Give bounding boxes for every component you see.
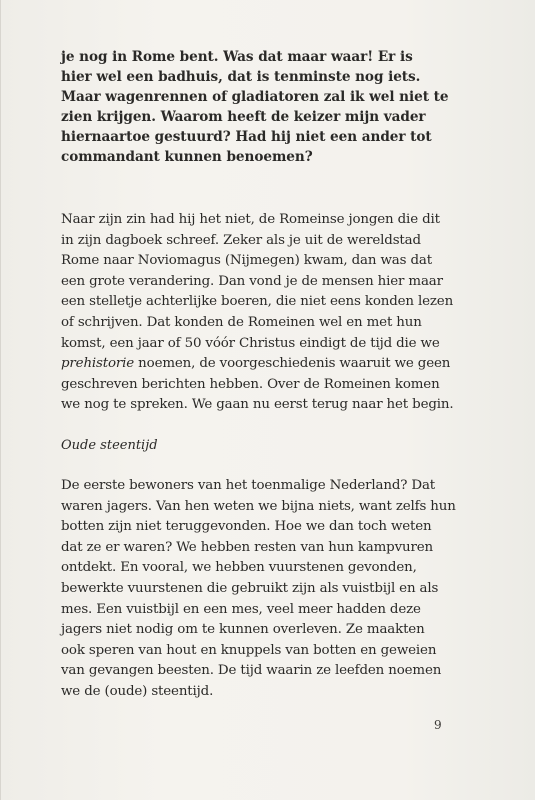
paragraph-line: ontdekt. En vooral, we hebben vuurstenen gevonden,	[61, 560, 417, 576]
paragraph-line: in zijn dagboek schreef. Zeker als je uit de wereldstad	[61, 232, 421, 248]
quote-line: hiernaartoe gestuurd? Had hij niet een ander tot	[61, 129, 432, 145]
paragraph-line: dat ze er waren? We hebben resten van hun kampvuren	[61, 539, 433, 555]
paragraph-line: geschreven berichten hebben. Over de Romeinen komen	[61, 376, 440, 392]
paragraph-line: een grote verandering. Dan vond je de mensen hier maar	[61, 273, 443, 289]
quote-line: commandant kunnen benoemen?	[61, 149, 313, 165]
paragraph-line: ook speren van hout en knuppels van botten en geweien	[61, 642, 437, 658]
quote-line: zien krijgen. Waarom heeft de keizer mijn vader	[61, 109, 426, 125]
paragraph-line: we de (oude) steentijd.	[61, 683, 214, 699]
quote-line: Maar wagenrennen of gladiatoren zal ik wel niet te	[61, 89, 449, 105]
page-number: 9	[434, 718, 442, 732]
paragraph-line: we nog te spreken. We gaan nu eerst terug naar het begin.	[61, 397, 454, 413]
paragraph-line: bewerkte vuurstenen die gebruikt zijn als vuistbijl en als	[61, 580, 439, 596]
paragraph-line: of schrijven. Dat konden de Romeinen wel en met hun	[61, 314, 422, 330]
paragraph-line: Rome naar Noviomagus (Nijmegen) kwam, dan was dat	[61, 253, 432, 269]
paragraph-line-rest: noemen, de voorgeschiedenis waaruit we geen	[134, 356, 451, 372]
paragraph-line: een stelletje achterlijke boeren, die niet eens konden lezen	[61, 294, 454, 310]
section-heading: Oude steentijd	[61, 438, 158, 453]
quote-line: hier wel een badhuis, dat is tenminste nog iets.	[61, 69, 421, 85]
paragraph-line: komst, een jaar of 50 vóór Christus eindigt de tijd die we	[61, 335, 440, 351]
paragraph-line: van gevangen beesten. De tijd waarin ze leefden noemen	[61, 663, 442, 679]
paragraph-line	[61, 354, 491, 375]
paragraph-line: botten zijn niet teruggevonden. Hoe we dan toch weten	[61, 519, 432, 535]
paragraph-line: Naar zijn zin had hij het niet, de Romeinse jongen die dit	[61, 212, 440, 227]
paragraph-line: mes. Een vuistbijl en een mes, veel meer hadden deze	[61, 601, 421, 617]
diary-quote	[61, 47, 481, 167]
prehistorie-term: prehistorie	[61, 356, 135, 372]
quote-line: je nog in Rome bent. Was dat maar waar! Er is	[61, 49, 413, 65]
body-paragraph-1	[61, 210, 491, 416]
paragraph-line: jagers niet nodig om te kunnen overleven. Ze maakten	[61, 622, 425, 638]
paragraph-line: waren jagers. Van hen weten we bijna niets, want zelfs hun	[61, 498, 456, 514]
body-paragraph-2	[61, 476, 491, 703]
paragraph-line: De eerste bewoners van het toenmalige Nederland? Dat	[61, 478, 436, 493]
